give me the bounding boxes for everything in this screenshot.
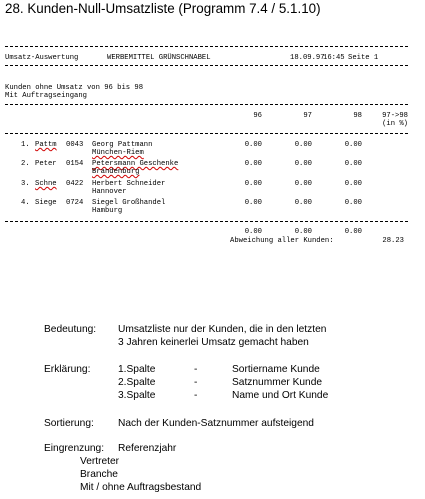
column-ref: 1.Spalte [118,364,156,375]
report-subtitle: Mit Auftragseingang [5,92,87,100]
column-header-96: 96 [253,112,262,120]
record-number: 0154 [66,160,84,168]
divider [5,65,408,66]
divider [5,221,408,222]
column-header-98: 98 [353,112,362,120]
divider [5,133,408,134]
value-96: 0.00 [244,180,262,188]
column-header-97: 97 [303,112,312,120]
sort-name: Peter [35,160,57,168]
customer-city: Hannover [92,188,127,196]
report-date: 18.09.97 [290,54,325,62]
report-subtitle: Kunden ohne Umsatz von 96 bis 98 [5,84,144,92]
value-96: 0.00 [244,141,262,149]
column-ref: 2.Spalte [118,377,156,388]
page-title: 28. Kunden-Null-Umsatzliste (Programm 7.4 / 5.1.10) [5,1,321,16]
value-98: 0.00 [344,199,362,207]
value-97: 0.00 [294,199,312,207]
customer-name: Siegel Großhandel [92,199,166,207]
customer-name: Georg Pattmann [92,141,153,149]
deviation-value: 28.23 [382,237,404,245]
bedeutung-text: 3 Jahren keinerlei Umsatz gemacht haben [118,337,309,348]
eingrenzung-item: Referenzjahr [118,443,177,454]
sortierung-text: Nach der Kunden-Satznummer aufsteigend [118,418,314,429]
value-97: 0.00 [294,141,312,149]
report-company: WERBEMITTEL GRÜNSCHNABEL [107,54,211,62]
customer-city: München-Riem [92,149,144,157]
total-97: 0.00 [294,228,312,236]
eingrenzung-item: Mit / ohne Auftragsbestand [80,482,202,493]
sort-name: Schne [35,180,57,188]
erklaerung-label: Erklärung: [44,364,91,375]
eingrenzung-label: Eingrenzung: [44,443,105,454]
report-time: 16:45 [323,54,345,62]
divider [5,104,408,105]
bedeutung-label: Bedeutung: [44,324,97,335]
column-description: Name und Ort Kunde [232,390,329,401]
row-number: 1. [21,141,30,149]
column-header-97-98: 97->98 [382,112,408,120]
sort-name: Siege [35,199,57,207]
column-header-note: (in %) [382,120,408,128]
deviation-label: Abweichung aller Kunden: [230,237,334,245]
column-description: Satznummer Kunde [232,377,323,388]
report-page: Seite 1 [348,54,379,62]
column-description: Sortiername Kunde [232,364,320,375]
dash-separator: - [194,377,198,388]
sort-name: Pattm [35,141,57,149]
customer-name: Petersmann Geschenke [92,160,179,168]
value-97: 0.00 [294,160,312,168]
record-number: 0724 [66,199,84,207]
column-ref: 3.Spalte [118,390,156,401]
bedeutung-text: Umsatzliste nur der Kunden, die in den letzten [118,324,327,335]
value-96: 0.00 [244,160,262,168]
total-98: 0.00 [344,228,362,236]
customer-name: Herbert Schneider [92,180,166,188]
value-98: 0.00 [344,180,362,188]
row-number: 2. [21,160,30,168]
total-96: 0.00 [244,228,262,236]
customer-city: Brandenburg [92,168,140,176]
dash-separator: - [194,390,198,401]
customer-city: Hamburg [92,207,123,215]
dash-separator: - [194,364,198,375]
row-number: 3. [21,180,30,188]
report-header-left: Umsatz-Auswertung [5,54,79,62]
value-98: 0.00 [344,141,362,149]
value-98: 0.00 [344,160,362,168]
sortierung-label: Sortierung: [44,418,94,429]
eingrenzung-item: Branche [80,469,118,480]
row-number: 4. [21,199,30,207]
divider [5,46,408,47]
eingrenzung-item: Vertreter [80,456,120,467]
record-number: 0422 [66,180,84,188]
value-96: 0.00 [244,199,262,207]
record-number: 0043 [66,141,84,149]
value-97: 0.00 [294,180,312,188]
